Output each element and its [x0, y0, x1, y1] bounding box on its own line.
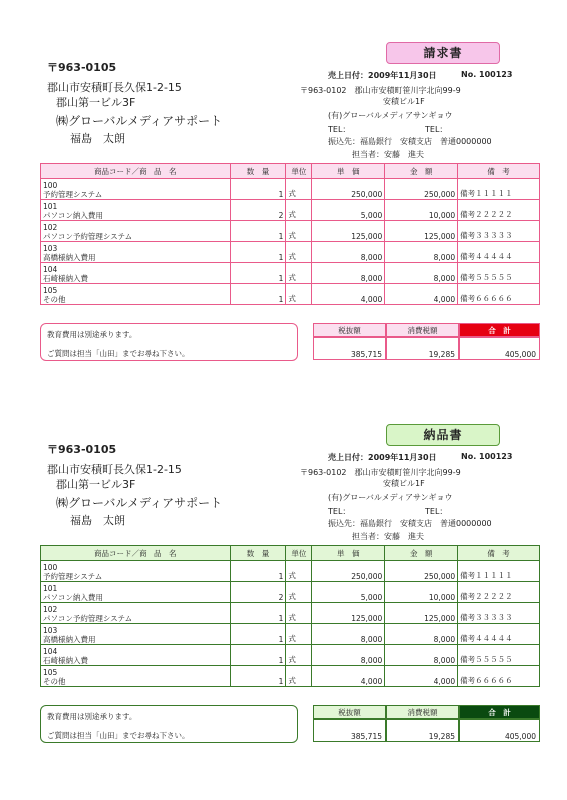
unit-price-cell: 250,000 [312, 561, 385, 582]
subtotal-value: 385,715 [313, 337, 386, 360]
remarks-cell: 備考１１１１１ [458, 179, 540, 200]
tax-value: 19,285 [386, 337, 459, 360]
quantity-cell: 1 [230, 666, 286, 687]
product-name: 石崎様納入費 [43, 656, 88, 665]
product-code: 104 [43, 647, 58, 656]
issuer-staff: 担当者：安藤 進夫 [352, 150, 424, 159]
product-cell [41, 200, 231, 221]
unit-cell: 式 [286, 179, 312, 200]
remarks-cell: 備考１１１１１ [458, 561, 540, 582]
product-cell [41, 242, 231, 263]
quantity-cell: 2 [230, 582, 286, 603]
unit-price-cell: 8,000 [312, 645, 385, 666]
product-cell [41, 666, 231, 687]
product-cell [41, 582, 231, 603]
customer-person: 福島 太朗 [70, 514, 125, 527]
quantity-cell: 2 [230, 200, 286, 221]
notes-box [40, 323, 298, 361]
quantity-cell: 1 [230, 179, 286, 200]
unit-price-cell: 8,000 [312, 263, 385, 284]
customer-address-line2: 郡山第一ビル3F [56, 96, 136, 109]
issuer-address: 〒963-0102 郡山市安積町笹川字北向99-9 [300, 468, 461, 477]
unit-cell: 式 [286, 645, 312, 666]
amount-cell: 8,000 [385, 624, 458, 645]
table-row [41, 179, 540, 200]
product-name: パソコン納入費用 [43, 593, 103, 602]
amount-cell: 10,000 [385, 582, 458, 603]
amount-cell: 125,000 [385, 603, 458, 624]
unit-cell: 式 [286, 582, 312, 603]
header-amount: 金 額 [385, 546, 458, 561]
issuer-tel-2: TEL： [425, 125, 448, 134]
table-row [41, 284, 540, 305]
remarks-cell: 備考４４４４４ [458, 242, 540, 263]
product-code: 101 [43, 584, 58, 593]
note-line: 教育費用は別途承ります。 [47, 712, 137, 721]
table-row [41, 645, 540, 666]
subtotal-label: 税抜額 [313, 705, 386, 719]
total-label: 合 計 [459, 323, 540, 337]
table-row [41, 624, 540, 645]
product-name: パソコン予約管理システム [43, 232, 133, 241]
product-name: 予約管理システム [43, 572, 103, 581]
product-name: 高橋様納入費用 [43, 253, 96, 262]
document-number: No. 100123 [461, 70, 513, 79]
remarks-cell: 備考２２２２２ [458, 200, 540, 221]
customer-zip: 〒963-0105 [47, 443, 117, 456]
unit-cell: 式 [286, 666, 312, 687]
product-code: 103 [43, 626, 58, 635]
remarks-cell: 備考４４４４４ [458, 624, 540, 645]
unit-price-cell: 5,000 [312, 200, 385, 221]
unit-price-cell: 8,000 [312, 624, 385, 645]
unit-cell: 式 [286, 624, 312, 645]
table-row [41, 263, 540, 284]
header-unit: 単位 [286, 546, 312, 561]
table-row [41, 221, 540, 242]
issuer-company: (有)グローバルメディアサンギョウ [328, 493, 453, 502]
remarks-cell: 備考５５５５５ [458, 263, 540, 284]
unit-cell: 式 [286, 200, 312, 221]
issuer-tel-2: TEL： [425, 507, 448, 516]
customer-zip: 〒963-0105 [47, 61, 117, 74]
tax-label: 消費税額 [386, 705, 459, 719]
product-cell [41, 561, 231, 582]
product-name: 石崎様納入費 [43, 274, 88, 283]
product-name: 高橋様納入費用 [43, 635, 96, 644]
header-remarks: 備 考 [458, 546, 540, 561]
remarks-cell: 備考５５５５５ [458, 645, 540, 666]
invoice-section [0, 42, 567, 382]
document-title: 納品書 [386, 424, 500, 446]
unit-cell: 式 [286, 603, 312, 624]
customer-address-line2: 郡山第一ビル3F [56, 478, 136, 491]
customer-company: ㈱グローバルメディアサポート [56, 114, 223, 128]
tax-label: 消費税額 [386, 323, 459, 337]
product-cell [41, 603, 231, 624]
remarks-cell: 備考６６６６６ [458, 284, 540, 305]
header-remarks: 備 考 [458, 164, 540, 179]
unit-cell: 式 [286, 263, 312, 284]
issuer-address: 〒963-0102 郡山市安積町笹川字北向99-9 [300, 86, 461, 95]
quantity-cell: 1 [230, 603, 286, 624]
sales-date: 売上日付：2009年11月30日 [328, 71, 437, 80]
quantity-cell: 1 [230, 645, 286, 666]
product-name: パソコン予約管理システム [43, 614, 133, 623]
unit-cell: 式 [286, 284, 312, 305]
issuer-building: 安積ビル1F [383, 479, 425, 488]
product-cell [41, 284, 231, 305]
product-code: 105 [43, 668, 58, 677]
product-name: その他 [43, 295, 66, 304]
product-code: 102 [43, 605, 58, 614]
product-code: 102 [43, 223, 58, 232]
product-cell [41, 645, 231, 666]
sales-date: 売上日付：2009年11月30日 [328, 453, 437, 462]
unit-cell: 式 [286, 561, 312, 582]
amount-cell: 4,000 [385, 284, 458, 305]
quantity-cell: 1 [230, 284, 286, 305]
amount-cell: 250,000 [385, 561, 458, 582]
unit-price-cell: 125,000 [312, 603, 385, 624]
notes-box [40, 705, 298, 743]
product-code: 103 [43, 244, 58, 253]
customer-address-line1: 郡山市安積町長久保1-2-15 [47, 463, 182, 476]
unit-price-cell: 250,000 [312, 179, 385, 200]
product-cell [41, 179, 231, 200]
unit-price-cell: 4,000 [312, 666, 385, 687]
issuer-tel-1: TEL： [328, 125, 351, 134]
product-name: パソコン納入費用 [43, 211, 103, 220]
note-line: ご質問は担当「山田」までお尋ね下さい。 [47, 731, 190, 740]
header-amount: 金 額 [385, 164, 458, 179]
product-code: 100 [43, 563, 58, 572]
product-name: その他 [43, 677, 66, 686]
header-product: 商品コード／商 品 名 [41, 164, 231, 179]
items-table [40, 545, 540, 687]
remarks-cell: 備考６６６６６ [458, 666, 540, 687]
amount-cell: 250,000 [385, 179, 458, 200]
product-cell [41, 221, 231, 242]
header-unit: 単位 [286, 164, 312, 179]
amount-cell: 4,000 [385, 666, 458, 687]
product-name: 予約管理システム [43, 190, 103, 199]
total-value: 405,000 [459, 719, 540, 742]
quantity-cell: 1 [230, 624, 286, 645]
note-line: 教育費用は別途承ります。 [47, 330, 137, 339]
header-product: 商品コード／商 品 名 [41, 546, 231, 561]
quantity-cell: 1 [230, 242, 286, 263]
unit-price-cell: 4,000 [312, 284, 385, 305]
header-unit-price: 単 価 [312, 546, 385, 561]
issuer-bank: 振込先：福島銀行 安積支店 普通0000000 [328, 137, 492, 146]
items-table [40, 163, 540, 305]
issuer-staff: 担当者：安藤 進夫 [352, 532, 424, 541]
unit-cell: 式 [286, 221, 312, 242]
table-row [41, 242, 540, 263]
amount-cell: 8,000 [385, 263, 458, 284]
unit-price-cell: 5,000 [312, 582, 385, 603]
quantity-cell: 1 [230, 221, 286, 242]
customer-company: ㈱グローバルメディアサポート [56, 496, 223, 510]
product-code: 105 [43, 286, 58, 295]
table-row [41, 561, 540, 582]
subtotal-label: 税抜額 [313, 323, 386, 337]
total-value: 405,000 [459, 337, 540, 360]
issuer-company: (有)グローバルメディアサンギョウ [328, 111, 453, 120]
customer-person: 福島 太朗 [70, 132, 125, 145]
issuer-tel-1: TEL： [328, 507, 351, 516]
unit-cell: 式 [286, 242, 312, 263]
issuer-building: 安積ビル1F [383, 97, 425, 106]
quantity-cell: 1 [230, 561, 286, 582]
amount-cell: 8,000 [385, 645, 458, 666]
document-number: No. 100123 [461, 452, 513, 461]
product-code: 101 [43, 202, 58, 211]
subtotal-value: 385,715 [313, 719, 386, 742]
table-row [41, 582, 540, 603]
quantity-cell: 1 [230, 263, 286, 284]
delivery-note-section [0, 424, 567, 764]
product-code: 100 [43, 181, 58, 190]
product-cell [41, 263, 231, 284]
product-cell [41, 624, 231, 645]
table-row [41, 666, 540, 687]
amount-cell: 10,000 [385, 200, 458, 221]
tax-value: 19,285 [386, 719, 459, 742]
document-title: 請求書 [386, 42, 500, 64]
remarks-cell: 備考３３３３３ [458, 221, 540, 242]
unit-price-cell: 8,000 [312, 242, 385, 263]
product-code: 104 [43, 265, 58, 274]
remarks-cell: 備考２２２２２ [458, 582, 540, 603]
table-row [41, 603, 540, 624]
note-line: ご質問は担当「山田」までお尋ね下さい。 [47, 349, 190, 358]
issuer-bank: 振込先：福島銀行 安積支店 普通0000000 [328, 519, 492, 528]
amount-cell: 8,000 [385, 242, 458, 263]
total-label: 合 計 [459, 705, 540, 719]
amount-cell: 125,000 [385, 221, 458, 242]
header-unit-price: 単 価 [312, 164, 385, 179]
remarks-cell: 備考３３３３３ [458, 603, 540, 624]
customer-address-line1: 郡山市安積町長久保1-2-15 [47, 81, 182, 94]
unit-price-cell: 125,000 [312, 221, 385, 242]
table-row [41, 200, 540, 221]
header-quantity: 数 量 [230, 546, 286, 561]
header-quantity: 数 量 [230, 164, 286, 179]
